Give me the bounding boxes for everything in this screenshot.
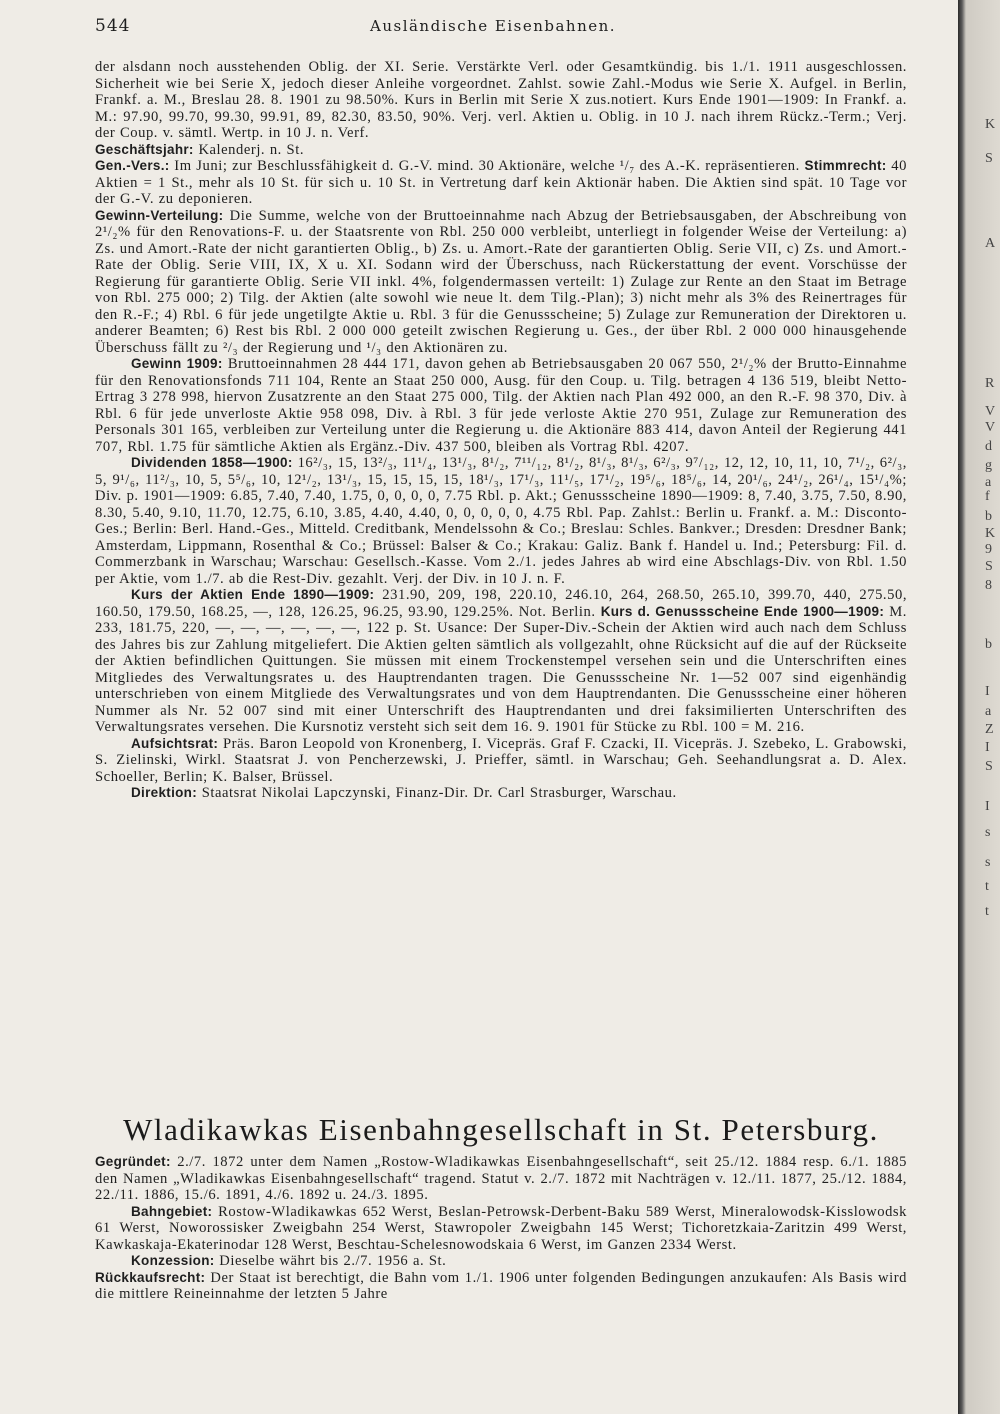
edge-letter: g — [985, 459, 992, 473]
dividenden-text: 16²/₃, 15, 13²/₃, 11¹/₄, 13¹/₃, 8¹/₂, 7¹¹/₁₂, 8¹/₂, 8¹/₃, 8¹/₃, 6²/₃, 9⁷/₁₂, 12, 12, 10, 11, 10, 7¹/₂, 6²/₃, 5, 9¹/₆, 11²/₃, 10, 5, 5⁵/₆, 10, 12¹/₂, 13¹/₃, 15, 15, 15, 15, 18¹/₃, 17¹/₃, 11¹/₅, 17¹/₂, 19⁵/₆, 18⁵/₆, 14, 20¹/₆, 24¹/₂, 26¹/₄, 15¹/₄%; Div. p. 1901—1909: 6.85, 7.40, 7.40, 1.75, 0, 0, 0, 0, 7.75 Rbl. p. Akt.; Genussscheine 1890—1909: 8, 7.40, 3.75, 7.50, 8.90, 8.30, 5.40, 9.10, 11.70, 12.75, 6.10, 3.85, 4.40, 4.40, 0, 0, 0, 0, 0, 4.75 Rbl. Pap. Zahlst.: Berlin u. Frankf. a. M.: Disconto-Ges.; Berlin: Berl. Hand.-Ges., Mitteld. Creditbank, Mendelssohn & Co.; Breslau: Schles. Bankver.; Dresden: Dresdner Bank; Amsterdam, Lippmann, Rosenthal & Co.; Brüssel: Balser & Co.; Krakau: Galiz. Bank f. Handel u. Ind.; Petersburg: Fil. d. Commerzbank in Warschau; Warschau: Gesellsch.-Kasse. Vom 2./1. jedes Jahres ab wird eine Abschlags-Div. von Rbl. 1.50 per Aktie, vom 1./7. ab die Rest-Div. gezahlt. Verj. der Div. in 10 J. n. F. — [95, 455, 907, 587]
gegruendet-paragraph — [95, 1154, 907, 1204]
edge-letter: 9 — [985, 543, 992, 557]
edge-letter: f — [985, 490, 990, 504]
aufsichtsrat-text: Präs. Baron Leopold von Kronenberg, I. Vicepräs. Graf F. Czacki, II. Vicepräs. J. Szebeko, L. Grabowski, S. Zielinski, Wirkl. Staatsrat J. von Pencherzewski, J. Prieffer, sämtl. in Warschau; Geh. Seehandlungsrat a. D. Alex. Schoeller, Berlin; K. Balser, Brüssel. — [95, 735, 908, 785]
running-head: Ausländische Eisenbahnen. — [370, 17, 617, 35]
gewinn-verteilung-label: Gewinn-Verteilung: — [95, 207, 224, 223]
edge-letter: K — [985, 527, 996, 541]
edge-letter: I — [985, 741, 990, 755]
konzession-paragraph — [95, 1253, 907, 1270]
aufsichtsrat-label: Aufsichtsrat: — [131, 735, 219, 751]
edge-letter: Z — [985, 723, 994, 737]
gen-vers-text: Im Juni; zur Beschlussfähigkeit d. G.-V. mind. 30 Aktionäre, welche ¹/₇ des A.-K. repräsentieren. — [174, 158, 800, 174]
kurs-paragraph — [95, 587, 907, 736]
rueckkauf-paragraph — [95, 1270, 907, 1303]
company-entry — [95, 1112, 907, 1303]
edge-letter: b — [985, 510, 992, 524]
bahngebiet-label: Bahngebiet: — [131, 1203, 213, 1219]
rueckkauf-label: Rückkaufsrecht: — [95, 1269, 206, 1285]
gewinn-1909-paragraph — [95, 356, 907, 455]
company-title: Wladikawkas Eisenbahngesellschaft in St. Petersburg. — [123, 1112, 879, 1147]
dividenden-paragraph — [95, 455, 907, 587]
gen-vers-label: Gen.-Vers.: — [95, 158, 170, 173]
edge-letter: I — [985, 800, 990, 814]
edge-letter: I — [985, 685, 990, 699]
bahngebiet-paragraph — [95, 1204, 907, 1254]
gen-vers-paragraph — [95, 158, 907, 208]
edge-letter: R — [985, 377, 995, 391]
gegruendet-text: 2./7. 1872 unter dem Namen „Rostow-Wladikawkas Eisenbahngesellschaft“, seit 25./12. 1884 resp. 6./1. 1885 den Namen „Wladikawkas Eisenbahngesellschaft“ tragend. Statut v. 2./7. 1872 mit Nachträgen v. 12./11. 1877, 25./12. 1884, 22./11. 1886, 15./6. 1891, 4./6. 1892 u. 24./3. 1895. — [95, 1154, 907, 1203]
edge-letter: K — [985, 118, 996, 132]
edge-letter: 8 — [985, 579, 992, 593]
kurs-genuss-label: Kurs d. Genussscheine Ende 1900—1909: — [600, 603, 885, 619]
gewinn-verteilung-paragraph — [95, 208, 907, 357]
page-number: 544 — [95, 16, 131, 36]
gewinn-1909-label: Gewinn 1909: — [131, 356, 223, 371]
previous-company-entry — [95, 59, 907, 802]
edge-letter: b — [985, 638, 992, 652]
kurs-label: Kurs der Aktien Ende 1890—1909: — [131, 587, 375, 602]
stimmrecht-text: 40 Aktien = 1 St., mehr als 10 St. für sich u. 10 St. in Vertretung darf kein Aktionär haben. Die Aktien sind spät. 10 Tage vor der G.-V. zu deponieren. — [95, 158, 907, 207]
page-header — [95, 16, 895, 38]
edge-letter: S — [985, 152, 993, 166]
geschaeftsjahr-text: Kalenderj. n. St. — [198, 141, 305, 158]
edge-letter: t — [985, 905, 989, 919]
edge-letter: s — [985, 826, 991, 840]
bahngebiet-text: Rostow-Wladikawkas 652 Werst, Beslan-Petrowsk-Derbent-Baku 589 Werst, Mineralowodsk-Kisslowodsk 61 Werst, Noworossisker Zweigbahn 254 Werst, Stawropoler Zweigbahn 145 Werst; Tichoretzkaia-Zaritzin 499 Werst, Kawkaskaja-Ekaterinodar 128 Werst, Beschtau-Schelesnowodskaia 6 Werst, im Ganzen 2334 Werst. — [95, 1203, 907, 1253]
kurs-genuss-text: M. 233, 181.75, 220, —, —, —, —, —, —, 122 p. St. Usance: Der Super-Div.-Schein der Aktien wird auch nach dem Schluss des Jahres bis zur Zahlung mitgeliefert. Die Aktien gelten sämtlich als vollgezahlt, ohne Rücksicht auf die auf der Rückseite der Aktien befindlichen Quittungen. Sie müssen mit einem Trockenstempel versehen sein und die Unterschriften eines Mitgliedes des Verwaltungsrates u. des Hauptrendanten tragen. Die Genussscheine Nr. 1—52 007 sind eigenhändig unterschrieben von einem Mitgliede des Verwaltungsrates und von dem Hauptrendanten. Die Genussscheine einer höheren Nummer als Nr. 52 007 sind mit einer Unterschrift des Hauptrendanten und drei faksimilierten Unterschriften des Verwaltungsrates versehen. Die Kursnotiz versteht sich seit dem 16. 9. 1901 für Stücke zu Rbl. 100 = M. 216. — [95, 603, 908, 735]
edge-letter: S — [985, 560, 993, 574]
rueckkauf-text: Der Staat ist berechtigt, die Bahn vom 1./1. 1906 unter folgenden Bedingungen anzukaufen: Als Basis wird die mittlere Reineinnahme der letzten 5 Jahre — [95, 1269, 907, 1302]
kurs-text: 231.90, 209, 198, 220.10, 246.10, 264, 268.50, 265.10, 399.70, 440, 275.50, 160.50, 179.50, 168.25, —, 128, 126.25, 96.25, 93.90, 129.25%. Not. Berlin. — [95, 587, 908, 620]
edge-letter: S — [985, 760, 993, 774]
bonds-continued-paragraph: der alsdann noch ausstehenden Oblig. der XI. Serie. Verstärkte Verl. oder Gesamtkündig. bis 1./1. 1911 ausgeschlossen. Sicherheit wie bei Serie X, jedoch dieser Anleihe vorgeordnet. Zahlst. sowie Zahl.-Modus wie Serie X. Aufgel. in Berlin, Frankf. a. M., Breslau 28. 8. 1901 zu 98.50%. Kurs in Berlin mit Serie X zus.notiert. Kurs Ende 1901—1909: In Frankf. a. M.: 97.90, 99.70, 99.30, 99.91, 89, 82.30, 83.50, 90%. Verj. verl. Aktien u. Oblig. in 10 J. nach ihrem Rückz.-Term.; Verj. der Coup. v. sämtl. Wertp. in 10 J. n. Verf. — [95, 59, 907, 141]
gegruendet-label: Gegründet: — [95, 1154, 171, 1169]
konzession-text: Dieselbe währt bis 2./7. 1956 a. St. — [219, 1253, 447, 1269]
direktion-text: Staatsrat Nikolai Lapczynski, Finanz-Dir. Dr. Carl Strasburger, Warschau. — [201, 785, 677, 801]
edge-letter: V — [985, 421, 996, 435]
edge-letter: s — [985, 856, 991, 870]
edge-letter: a — [985, 476, 992, 490]
edge-letter: t — [985, 880, 989, 894]
direktion-label: Direktion: — [131, 785, 198, 800]
konzession-label: Konzession: — [131, 1253, 215, 1268]
direktion-paragraph — [95, 785, 907, 802]
edge-letter: a — [985, 705, 992, 719]
aufsichtsrat-paragraph — [95, 736, 907, 786]
edge-letter: A — [985, 237, 996, 251]
dividenden-label: Dividenden 1858—1900: — [131, 455, 293, 470]
geschaeftsjahr-paragraph — [95, 142, 907, 159]
edge-letter: V — [985, 405, 996, 419]
geschaeftsjahr-label: Geschäftsjahr: — [95, 141, 194, 157]
edge-letter: d — [985, 440, 992, 454]
stimmrecht-label: Stimmrecht: — [804, 158, 887, 173]
gewinn-verteilung-text: Die Summe, welche von der Bruttoeinnahme nach Abzug der Betriebsausgaben, der Abschreibung von 2¹/₂% für den Renovations-F. u. der Staatsrente von Rbl. 250 000 verbleibt, unterliegt in folgender Weise der Verteilung: a) Zs. und Amort.-Rate der nicht garantierten Oblig., b) Zs. u. Amort.-Rate der garantierten Oblig. Serie VII, c) Zs. und Amort.-Rate der Oblig. Serie VIII, IX, X u. XI. Sodann wird der Überschuss, nach Rückerstattung der event. Vorschüsse der Regierung für garantierte Oblig. Serie VII inkl. 4%, folgendermassen verteilt: 1) Zulage zur Rente an den Staat im Betrage von Rbl. 275 000; 2) Tilg. der Aktien (alte sowohl wie neue lt. dem Tilg.-Plan); 3) nicht mehr als 3% des Reinertrages für den R.-F.; 4) Rbl. 6 für jede ungetilgte Aktie u. Rbl. 3 für die Genussscheine; 5) Zulage zur Remuneration der Direktoren u. anderer Beamten; 6) Rest bis Rbl. 2 000 000 geteilt zwischen Regierung u. Ges., der über Rbl. 2 000 000 hinausgehende Überschuss fällt zu ²/₃ der Regierung und ¹/₃ den Aktionären zu. — [95, 207, 907, 356]
gewinn-1909-text: Bruttoeinnahmen 28 444 171, davon gehen ab Betriebsausgaben 20 067 550, 2¹/₂% der Brutto-Einnahme für den Renovationsfonds 711 104, Rente an Staat 250 000, Ausg. für den Coup. u. Tilg. betragen 4 136 519, bleibt Netto-Ertrag 3 278 998, hiervon Zusatzrente an den Staat 275 000, Tilg. der Aktien nach Plan 492 000, an den R.-F. 98 370, Div. à Rbl. 6 für jede unverloste Aktie 958 098, Div. à Rbl. 3 für jede verloste Aktie 270 951, Zulage zur Remuneration des Personals 301 165, verbleiben zur Verteilung unter die Regierung u. die Aktionäre 883 414, davon Anteil der Regierung 441 707, Rbl. 1.75 für sämtliche Aktien als Ergänz.-Div. 437 500, bleiben als Vortrag Rbl. 4207. — [95, 356, 907, 455]
